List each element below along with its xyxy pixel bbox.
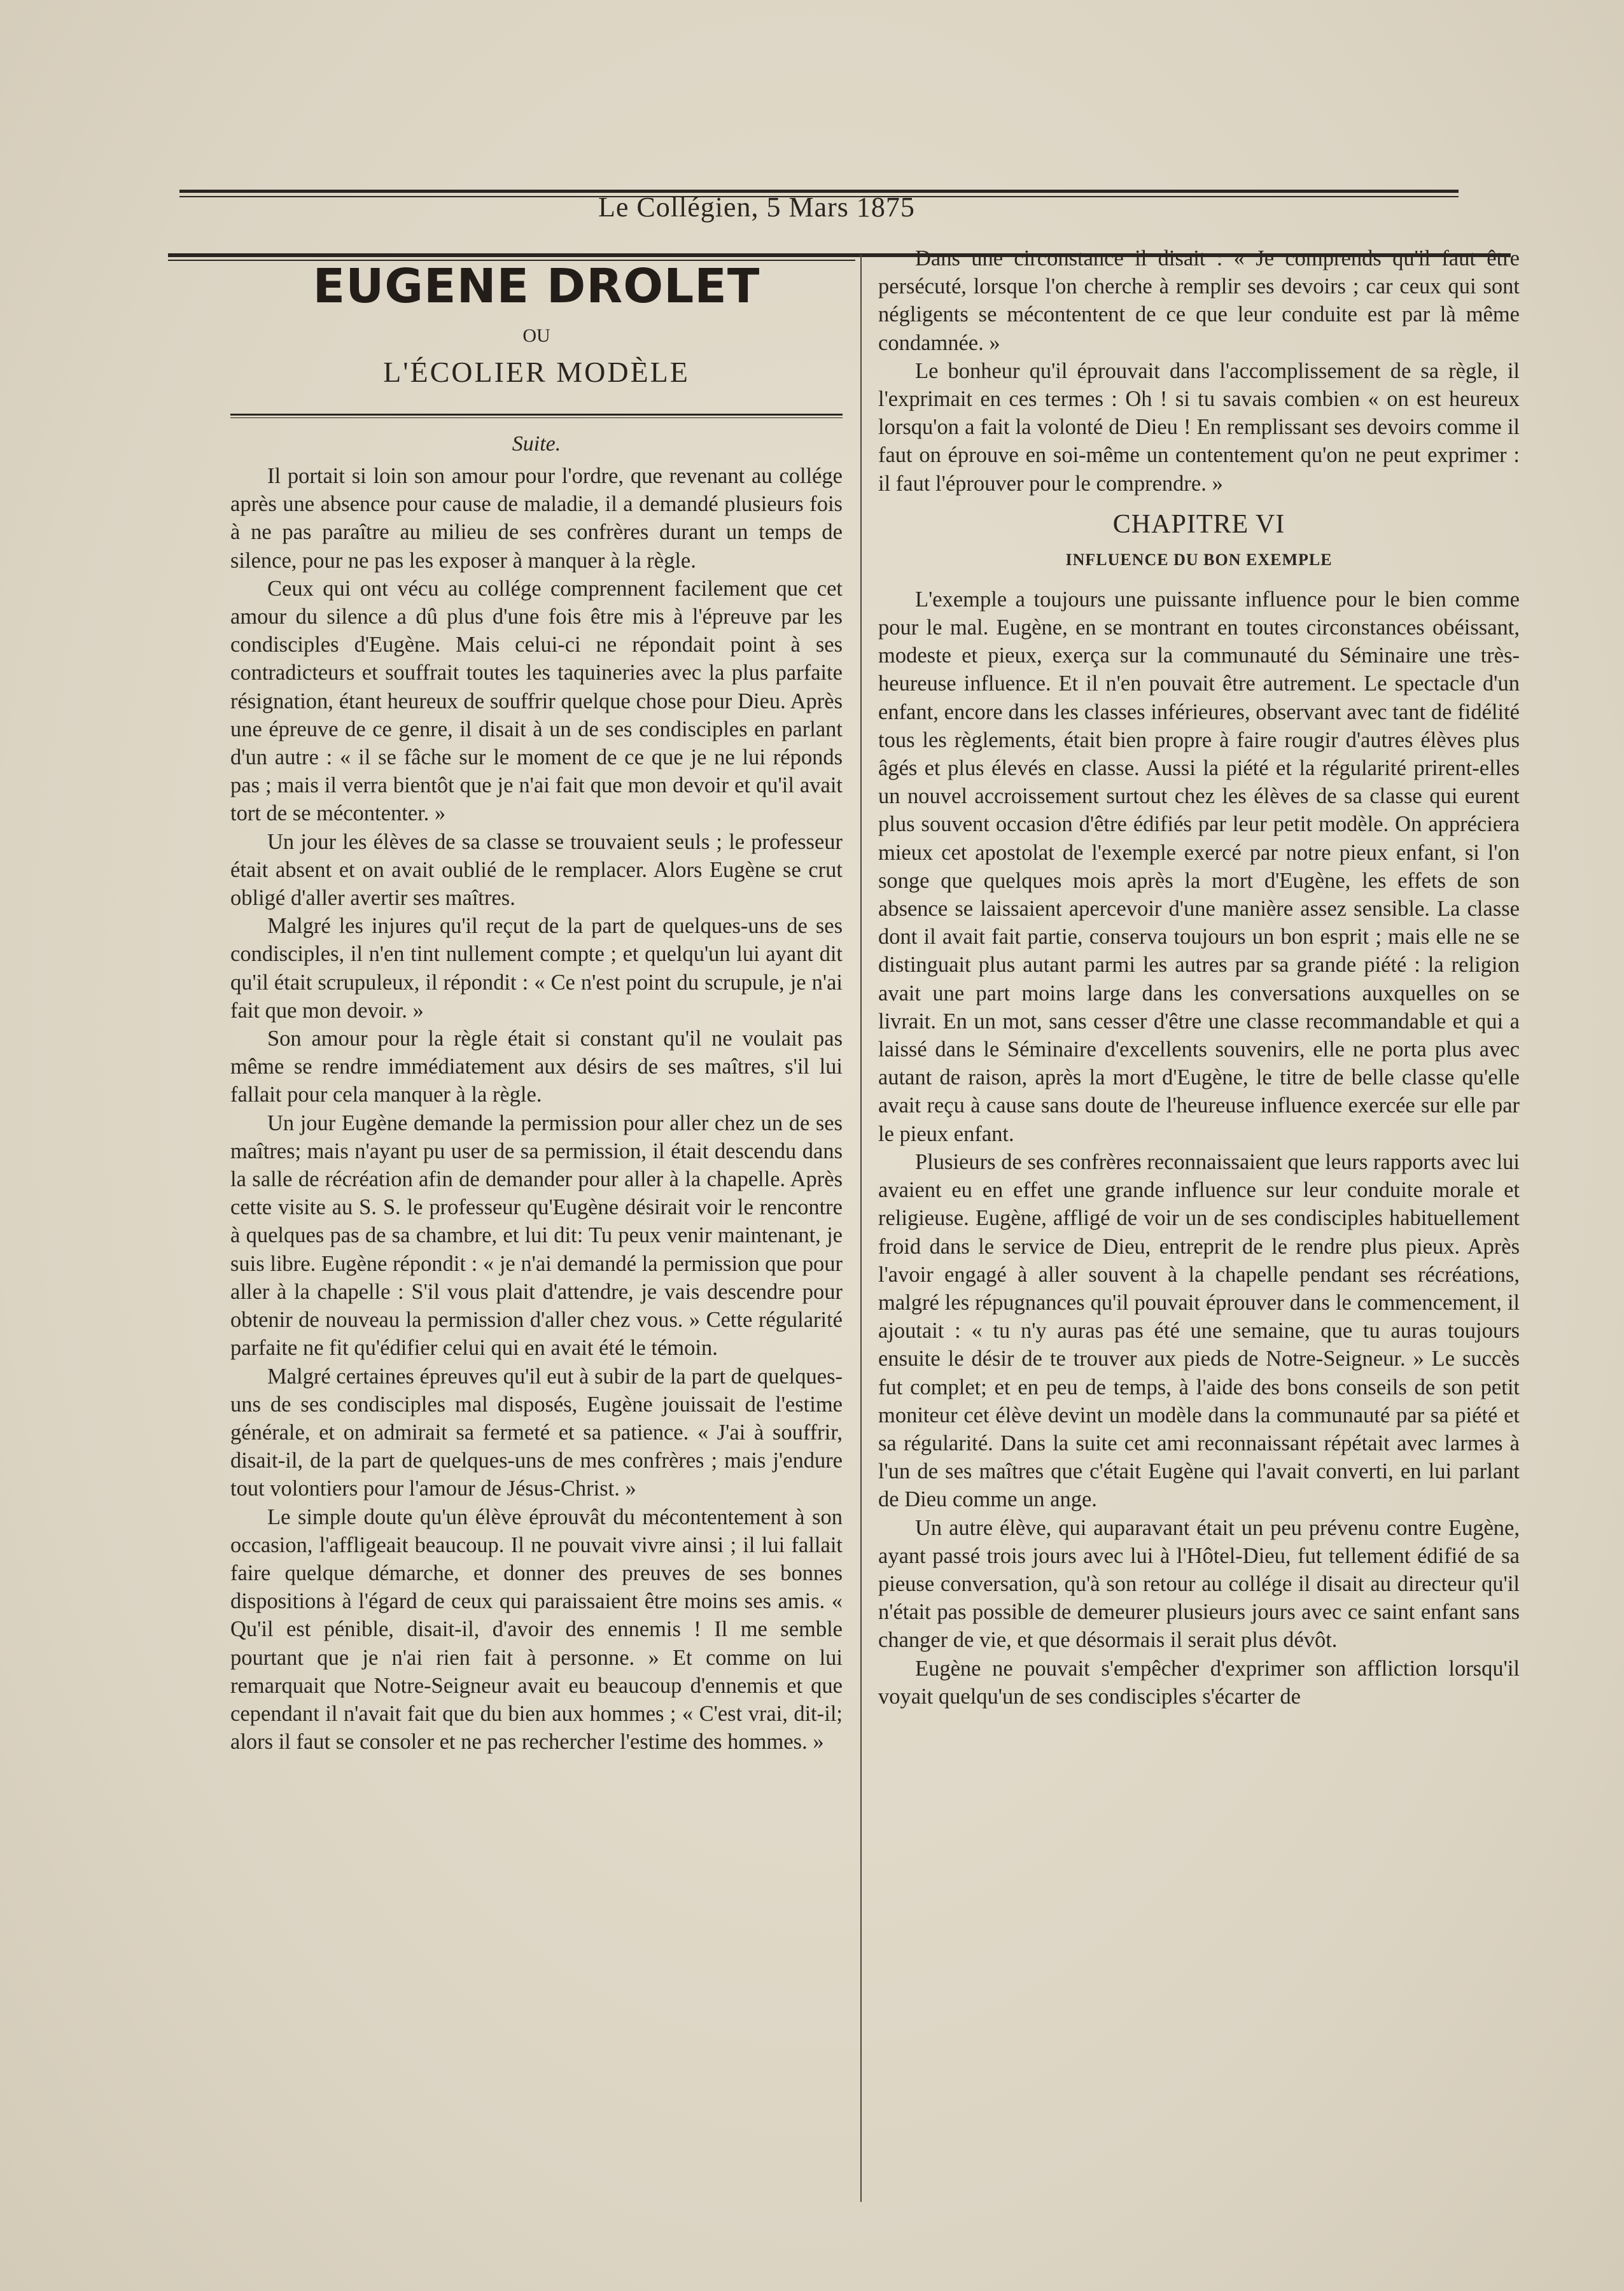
column-divider: [860, 255, 862, 2202]
paragraph: Dans une circonstance il disait : « Je comprends qu'il faut être persécuté, lorsque l'on cherche à remplir ses devoirs ; car ceux qui sont négligents se mécontentent de ce que leur conduite est par là même condamnée. »: [878, 246, 1520, 355]
title-ornament-rule: [230, 411, 843, 420]
ink-mark: [864, 2123, 881, 2128]
article-title: EUGENE DROLET: [312, 259, 760, 314]
paragraph: Eugène ne pouvait s'empêcher d'exprimer son affliction lorsqu'il voyait quelqu'un de ses condisciples s'écarter de: [878, 1656, 1520, 1709]
paragraph: Plusieurs de ses confrères reconnaissaient que leurs rapports avec lui avaient eu en effet une grande influence sur leur conduite morale et religieuse. Eugène, affligé de voir un de ses condisciples habituellement froid dans le service de Dieu, entreprit de le rendre plus pieux. Après l'avoir engagé à aller souvent à la chapelle pendant ses récréations, malgré les répugnances qu'il pouvait éprouver dans le commencement, il ajoutait : « tu n'y auras pas été une semaine, que tu auras toujours ensuite le désir de te trouver aux pieds de Notre-Seigneur. » Le succès fut complet; et en peu de temps, à l'aide des bons conseils de son petit moniteur cet élève devint un modèle dans la communauté par sa piété et sa régularité. Dans la suite cet ami reconnaissant répétait avec larmes à l'un de ses maîtres que c'était Eugène qui l'avait converti, en lui parlant de Dieu comme un ange.: [878, 1149, 1520, 1512]
paragraph: Ceux qui ont vécu au collége comprennent facilement que cet amour du silence a dû plus d'une fois être mis à l'épreuve par les condisciples d'Eugène. Mais celui-ci ne répondait point à ses contradicteurs et souffrait toutes les taquineries avec la plus parfaite résignation, étant heureux de souffrir quelque chose pour Dieu. Après une épreuve de ce genre, il disait à un de ses condisciples en parlant d'un autre : « il se fâche sur le moment de ce que je ne lui réponds pas ; mais il verra bientôt que je n'ai fait que mon devoir et qu'il avait tort de se mécontenter. »: [230, 576, 843, 826]
paragraph: Il portait si loin son amour pour l'ordre, que revenant au collége après une absence pour cause de maladie, il a demandé plusieurs fois à ne pas paraître au milieu de ses confrères durant un temps de silence, pour ne pas les exposer à manquer à la règle.: [230, 464, 843, 573]
paragraph: Malgré les injures qu'il reçut de la part de quelques-uns de ses condisciples, il n'en tint nullement compte ; et quelqu'un lui ayant dit qu'il était scrupuleux, il répondit : « Ce n'est point du scrupule, je n'ai fait que mon devoir. »: [230, 914, 843, 1023]
paragraph: Un autre élève, qui auparavant était un peu prévenu contre Eugène, ayant passé trois jours avec lui à l'Hôtel-Dieu, fut tellement édifié de sa pieuse conversation, qu'à son retour au collége il disait au directeur qu'il n'était pas possible de demeurer plusieurs jours avec ce saint enfant sans changer de vie, et que désormais il serait plus dévôt.: [878, 1515, 1520, 1653]
paragraph: Son amour pour la règle était si constant qu'il ne voulait pas même se rendre immédiatement aux désirs de ses maîtres, s'il lui fallait pour cela manquer à la règle.: [230, 1026, 843, 1107]
right-column: [878, 244, 1520, 1711]
article-suite: Suite.: [512, 432, 561, 456]
running-head: Le Collégien, 5 Mars 1875: [598, 192, 915, 223]
paragraph: Le bonheur qu'il éprouvait dans l'accomplissement de sa règle, il l'exprimait en ces termes : Oh ! si tu savais combien « on est heureux lorsqu'on a fait la volonté de Dieu ! En remplissant ses devoirs comme il faut on éprouve en soi-même un contentement qu'on ne peut exprimer : il faut l'éprouver pour le comprendre. »: [878, 358, 1520, 496]
paragraph: Malgré certaines épreuves qu'il eut à subir de la part de quelques-uns de ses condisciples mal disposés, Eugène jouissait de l'estime générale, et on admirait sa fermeté et sa patience. « J'ai à souffrir, disait-il, de la part de quelques-uns de mes confrères ; mais j'endure tout volontiers pour l'amour de Jésus-Christ. »: [230, 1364, 843, 1501]
article-ou: OU: [522, 325, 550, 346]
paragraph: L'exemple a toujours une puissante influence pour le bien comme pour le mal. Eugène, en se montrant en toutes circonstances obéissant, modeste et pieux, exerça sur la communauté du Séminaire une très-heureuse influence. Et il n'en pouvait être autrement. Le spectacle d'un enfant, encore dans les classes inférieures, observant avec tant de fidélité tous les règlements, était bien propre à faire rougir d'autres élèves plus âgés et plus élevés en classe. Aussi la piété et la régularité prirent-elles un nouvel accroissement surtout chez les élèves de sa classe qui eurent plus souvent occasion d'être édifiés par leur petit modèle. On appréciera mieux cet apostolat de l'exemple exercé par notre pieux enfant, si l'on songe que quelques mois après la mort d'Eugène, les effets de son absence se laissaient apercevoir d'une manière assez sensible. La classe dont il avait fait partie, conserva toujours un bon esprit ; mais elle ne se distinguait plus autant parmi les autres par sa grande piété : la religion avait une part moins large dans les conversations auxquelles on se livrait. En un mot, sans cesser d'être une classe recommandable et qui a laissé dans le Séminaire d'excellents souvenirs, elle ne porta plus avec autant de raison, après la mort d'Eugène, le titre de belle classe qu'elle avait reçu à cause sans doute de l'heureuse influence exercée sur elle par le pieux enfant.: [878, 587, 1520, 1146]
paragraph: Un jour Eugène demande la permission pour aller chez un de ses maîtres; mais n'ayant pu user de sa permission, il était descendu dans la salle de récréation afin de demander pour aller à la chapelle. Après cette visite au S. S. le professeur qu'Eugène désirait voir le rencontre à quelques pas de sa chambre, et lui dit: Tu peux venir maintenant, je suis libre. Eugène répondit : « je n'ai demandé la permission que pour aller à la chapelle : S'il vous plait d'attendre, je vais descendre pour obtenir de nouveau la permission d'aller chez vous. » Cette régularité parfaite ne fit qu'édifier celui qui en avait été le témoin.: [230, 1110, 843, 1361]
paragraph: Le simple doute qu'un élève éprouvât du mécontentement à son occasion, l'affligeait beaucoup. Il ne pouvait vivre ainsi ; il lui fallait faire quelque démarche, et donner des preuves de ses bonnes dispositions à l'égard de ceux qui paraissaient être moins ses amis. « Qu'il est pénible, disait-il, d'avoir des ennemis ! Il me semble pourtant que je n'ai rien fait à personne. » Et comme on lui remarquait que Notre-Seigneur avait eu beaucoup d'ennemis et que cependant il n'avait fait que du bien aux hommes ; « C'est vrai, dit-il; alors il faut se consoler et ne pas rechercher l'estime des hommes. »: [230, 1504, 843, 1755]
article-subtitle: L'ÉCOLIER MODÈLE: [383, 356, 690, 388]
paragraph: Un jour les élèves de sa classe se trouvaient seuls ; le professeur était absent et on avait oublié de le remplacer. Alors Eugène se crut obligé d'aller avertir ses maîtres.: [230, 829, 843, 911]
left-column: [230, 255, 843, 1756]
chapter-heading: CHAPITRE VI: [1112, 509, 1285, 539]
chapter-subheading: INFLUENCE DU BON EXEMPLE: [1065, 550, 1333, 569]
